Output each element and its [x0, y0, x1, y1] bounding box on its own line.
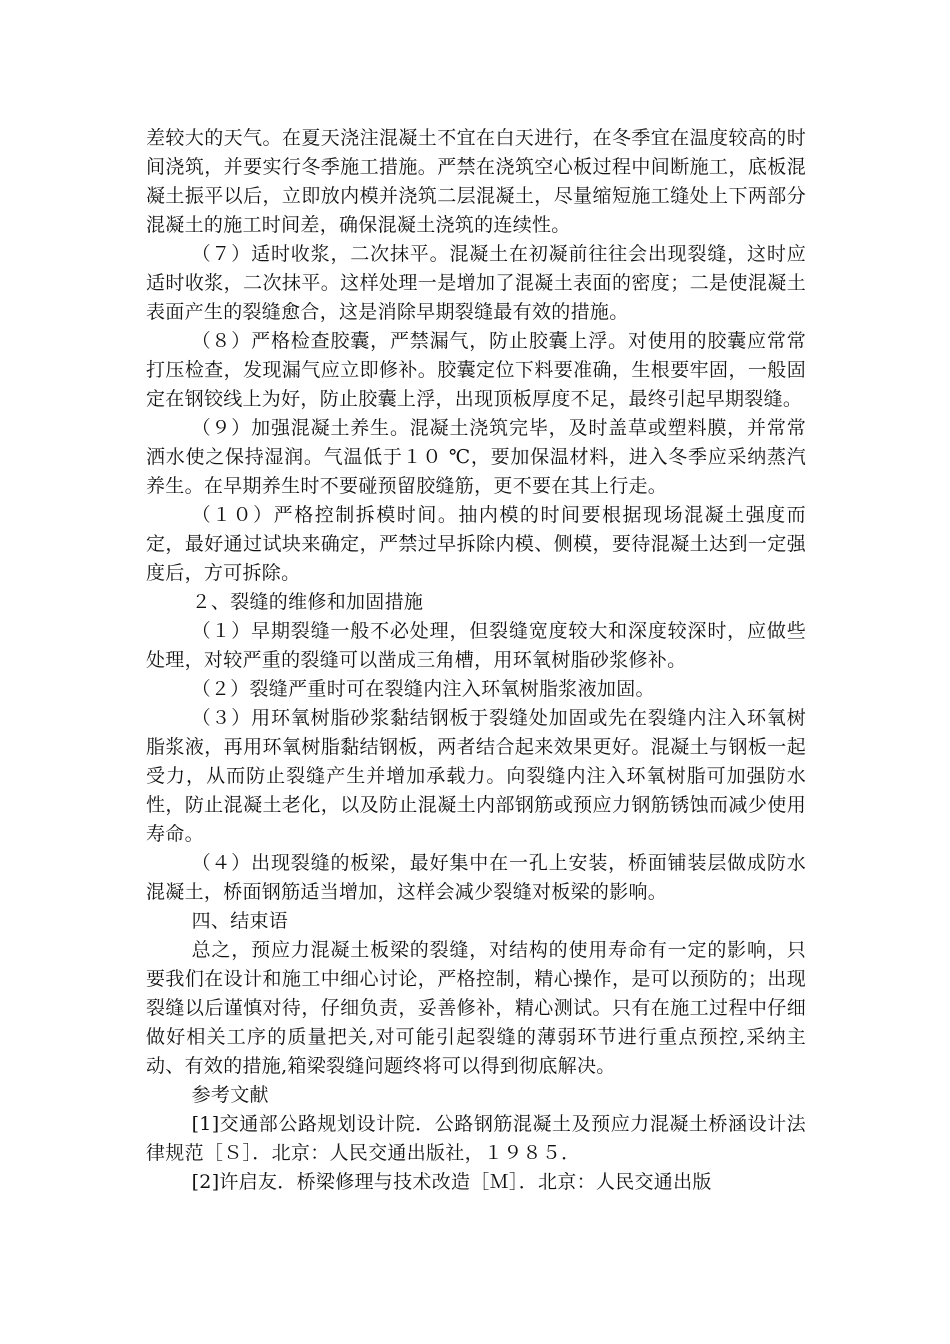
- paragraph-continuation: 差较大的天气。在夏天浇注混凝土不宜在白天进行，在冬季宜在温度较高的时间浇筑，并要实行冬季施工措施。严禁在浇筑空心板过程中间断施工，底板混凝土振平以后，立即放内模并浇筑二层混凝土，尽量缩短施工缝处上下两部分混凝土的施工时间差，确保混凝土浇筑的连续性。: [146, 127, 806, 236]
- paragraph-repair-4: （４）出现裂缝的板梁，最好集中在一孔上安装，桥面铺装层做成防水混凝土，桥面钢筋适当增加，这样会减少裂缝对板梁的影响。: [146, 852, 806, 903]
- document-body: [146, 124, 806, 1197]
- references-heading: 参考文献: [191, 1084, 269, 1106]
- reference-item-1: [1]交通部公路规划设计院．公路钢筋混凝土及预应力混凝土桥涵设计法律规范［Ｓ］．北京：人民交通出版社，１９８５．: [146, 1113, 806, 1164]
- paragraph-item-9: （９）加强混凝土养生。混凝土浇筑完毕，及时盖草或塑料膜，并常常洒水使之保持湿润。气温低于１０ ℃，要加保温材料，进入冬季应采纳蒸汽养生。在早期养生时不要碰预留胶缝筋，更不要在其上行走。: [146, 417, 806, 497]
- paragraph-repair-3: （３）用环氧树脂砂浆黏结钢板于裂缝处加固或先在裂缝内注入环氧树脂浆液，再用环氧树脂黏结钢板，两者结合起来效果更好。混凝土与钢板一起受力，从而防止裂缝产生并增加承载力。向裂缝内注入环氧树脂可加强防水性，防止混凝土老化，以及防止混凝土内部钢筋或预应力钢筋锈蚀而减少使用寿命。: [146, 707, 806, 845]
- section-heading-conclusion: 四、结束语: [191, 910, 289, 932]
- paragraph-item-8: （８）严格检查胶囊，严禁漏气，防止胶囊上浮。对使用的胶囊应常常打压检查，发现漏气应立即修补。胶囊定位下料要准确，生根要牢固，一般固定在钢铰线上为好，防止胶囊上浮，出现顶板厚度不足，最终引起早期裂缝。: [146, 330, 806, 410]
- reference-item-2: [2]许启友．桥梁修理与技术改造［Ｍ］．北京：人民交通出版: [191, 1171, 712, 1193]
- paragraph-item-7: （７）适时收浆，二次抹平。混凝土在初凝前往往会出现裂缝，这时应适时收浆，二次抹平。这样处理一是增加了混凝土表面的密度；二是使混凝土表面产生的裂缝愈合，这是消除早期裂缝最有效的措施。: [146, 243, 806, 323]
- paragraph-item-10: （１０）严格控制拆模时间。抽内模的时间要根据现场混凝土强度而定，最好通过试块来确定，严禁过早拆除内模、侧模，要待混凝土达到一定强度后，方可拆除。: [146, 504, 806, 584]
- section-heading-repair: ２、裂缝的维修和加固措施: [191, 591, 424, 613]
- paragraph-repair-2: （２）裂缝严重时可在裂缝内注入环氧树脂浆液加固。: [191, 678, 655, 700]
- paragraph-conclusion: 总之，预应力混凝土板梁的裂缝，对结构的使用寿命有一定的影响，只要我们在设计和施工中细心讨论，严格控制，精心操作，是可以预防的；出现裂缝以后谨慎对待，仔细负责，妥善修补，精心测试。只有在施工过程中仔细做好相关工序的质量把关,对可能引起裂缝的薄弱环节进行重点预控,采纳主动、有效的措施,箱梁裂缝问题终将可以得到彻底解决。: [146, 939, 806, 1077]
- paragraph-repair-1: （１）早期裂缝一般不必处理，但裂缝宽度较大和深度较深时，应做些处理，对较严重的裂缝可以凿成三角槽，用环氧树脂砂浆修补。: [146, 620, 806, 671]
